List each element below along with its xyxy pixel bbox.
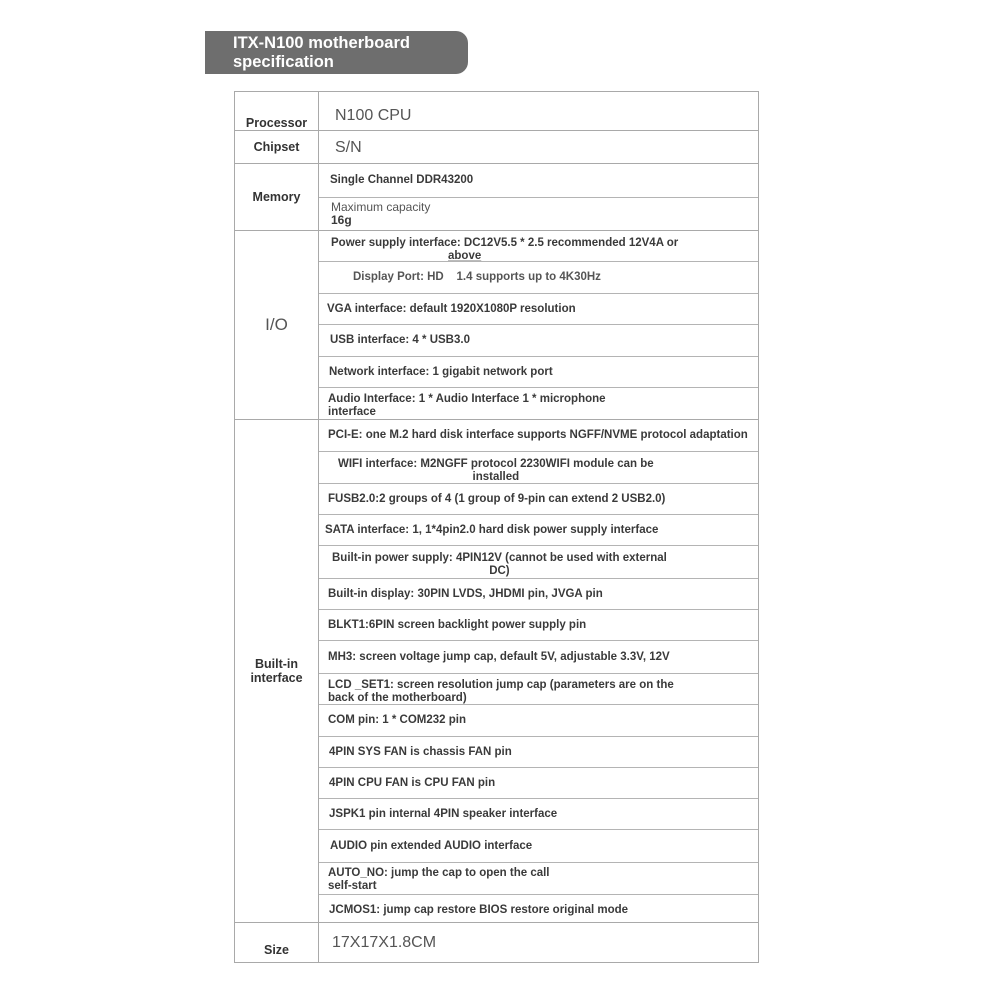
- builtin-row-audio: [319, 830, 758, 862]
- spec-text: self-start: [328, 880, 377, 892]
- spec-text: installed: [472, 471, 520, 483]
- category-label: Memory: [252, 190, 301, 204]
- spec-text: back of the motherboard): [328, 692, 467, 704]
- spec-text: JCMOS1: jump cap restore BIOS restore original mode: [329, 904, 629, 916]
- builtin-row-jspk1: [319, 799, 758, 829]
- page-title: [205, 31, 468, 74]
- spec-text: 4PIN SYS FAN is chassis FAN pin: [329, 745, 512, 758]
- io-row-usb: [319, 325, 758, 356]
- spec-text: Maximum capacity: [331, 200, 431, 214]
- spec-text: Display Port: HD 1.4 supports up to 4K30Hz: [353, 271, 601, 283]
- spec-text: S/N: [335, 138, 362, 156]
- spec-text: LCD _SET1: screen resolution jump cap (parameters are on the: [328, 679, 674, 691]
- builtin-row-fusb: [319, 484, 758, 514]
- spec-text: SATA interface: 1, 1*4pin2.0 hard disk power supply interface: [325, 523, 659, 536]
- spec-table: [234, 91, 759, 963]
- spec-text: above: [448, 250, 482, 262]
- processor-value: [319, 92, 758, 130]
- spec-text: Built-in power supply: 4PIN12V (cannot be used with external: [332, 552, 667, 564]
- io-row-power: [319, 231, 758, 261]
- spec-text: Network interface: 1 gigabit network port: [329, 365, 553, 378]
- builtin-row-wifi: [319, 452, 758, 483]
- spec-text: N100 CPU: [335, 106, 412, 124]
- io-row-vga: [319, 294, 758, 324]
- spec-text: 4PIN CPU FAN is CPU FAN pin: [329, 776, 496, 789]
- io-row-display: [319, 262, 758, 293]
- category-label: Size: [263, 942, 289, 957]
- builtin-row-sata: [319, 515, 758, 545]
- spec-text: JSPK1 pin internal 4PIN speaker interface: [329, 807, 558, 820]
- category-label: [250, 657, 302, 685]
- spec-text: Power supply interface: DC12V5.5 * 2.5 recommended 12V4A or: [331, 237, 679, 249]
- spec-text: FUSB2.0:2 groups of 4 (1 group of 9-pin can extend 2 USB2.0): [328, 492, 666, 505]
- spec-text: interface: [328, 406, 376, 418]
- spec-text: AUDIO pin extended AUDIO interface: [330, 839, 533, 852]
- spec-text: Built-in display: 30PIN LVDS, JHDMI pin, JVGA pin: [328, 587, 603, 600]
- spec-text: USB interface: 4 * USB3.0: [330, 334, 470, 346]
- spec-text: DC): [489, 565, 510, 577]
- builtin-row-lcd-set1: [319, 674, 758, 704]
- memory-row-channel: [319, 164, 758, 197]
- builtin-row-power: [319, 546, 758, 578]
- spec-text: COM pin: 1 * COM232 pin: [328, 714, 467, 726]
- spec-text: PCI-E: one M.2 hard disk interface supports NGFF/NVME protocol adaptation: [328, 429, 748, 441]
- spec-text: Audio Interface: 1 * Audio Interface 1 * microphone: [328, 393, 606, 405]
- builtin-row-pcie: [319, 420, 758, 451]
- page-title-line-2: specification: [233, 53, 334, 71]
- io-row-network: [319, 357, 758, 387]
- spec-text: VGA interface: default 1920X1080P resolution: [327, 302, 576, 315]
- category-builtin-interface: [235, 420, 318, 922]
- builtin-row-jcmos1: [319, 895, 758, 922]
- spec-text: BLKT1:6PIN screen backlight power supply pin: [328, 618, 587, 631]
- category-label: Chipset: [253, 140, 300, 154]
- spec-text: AUTO_NO: jump the cap to open the call: [328, 867, 550, 879]
- memory-row-capacity: [319, 198, 758, 230]
- category-size: [235, 923, 318, 964]
- spec-text: Single Channel DDR43200: [330, 174, 474, 186]
- spec-text: 17X17X1.8CM: [332, 934, 437, 951]
- category-memory: [235, 164, 318, 230]
- category-label: I/O: [265, 315, 288, 334]
- size-value: [319, 923, 758, 964]
- page-title-line-1: ITX-N100 motherboard: [233, 34, 410, 52]
- chipset-value: [319, 131, 758, 163]
- spec-text: WIFI interface: M2NGFF protocol 2230WIFI module can be: [338, 458, 654, 470]
- category-label: Processor: [245, 116, 308, 130]
- builtin-row-sys-fan: [319, 737, 758, 767]
- spec-text: MH3: screen voltage jump cap, default 5V, adjustable 3.3V, 12V: [328, 650, 670, 663]
- category-label-line-2: interface: [250, 671, 303, 685]
- builtin-row-com: [319, 705, 758, 736]
- builtin-row-mh3: [319, 641, 758, 673]
- builtin-row-auto-no: [319, 863, 758, 894]
- category-chipset: [235, 131, 318, 163]
- spec-text: 16g: [331, 213, 352, 227]
- category-label-line-1: Built-in: [254, 657, 299, 671]
- builtin-row-display: [319, 579, 758, 609]
- builtin-row-blkt1: [319, 610, 758, 640]
- builtin-row-cpu-fan: [319, 768, 758, 798]
- io-row-audio: [319, 388, 758, 419]
